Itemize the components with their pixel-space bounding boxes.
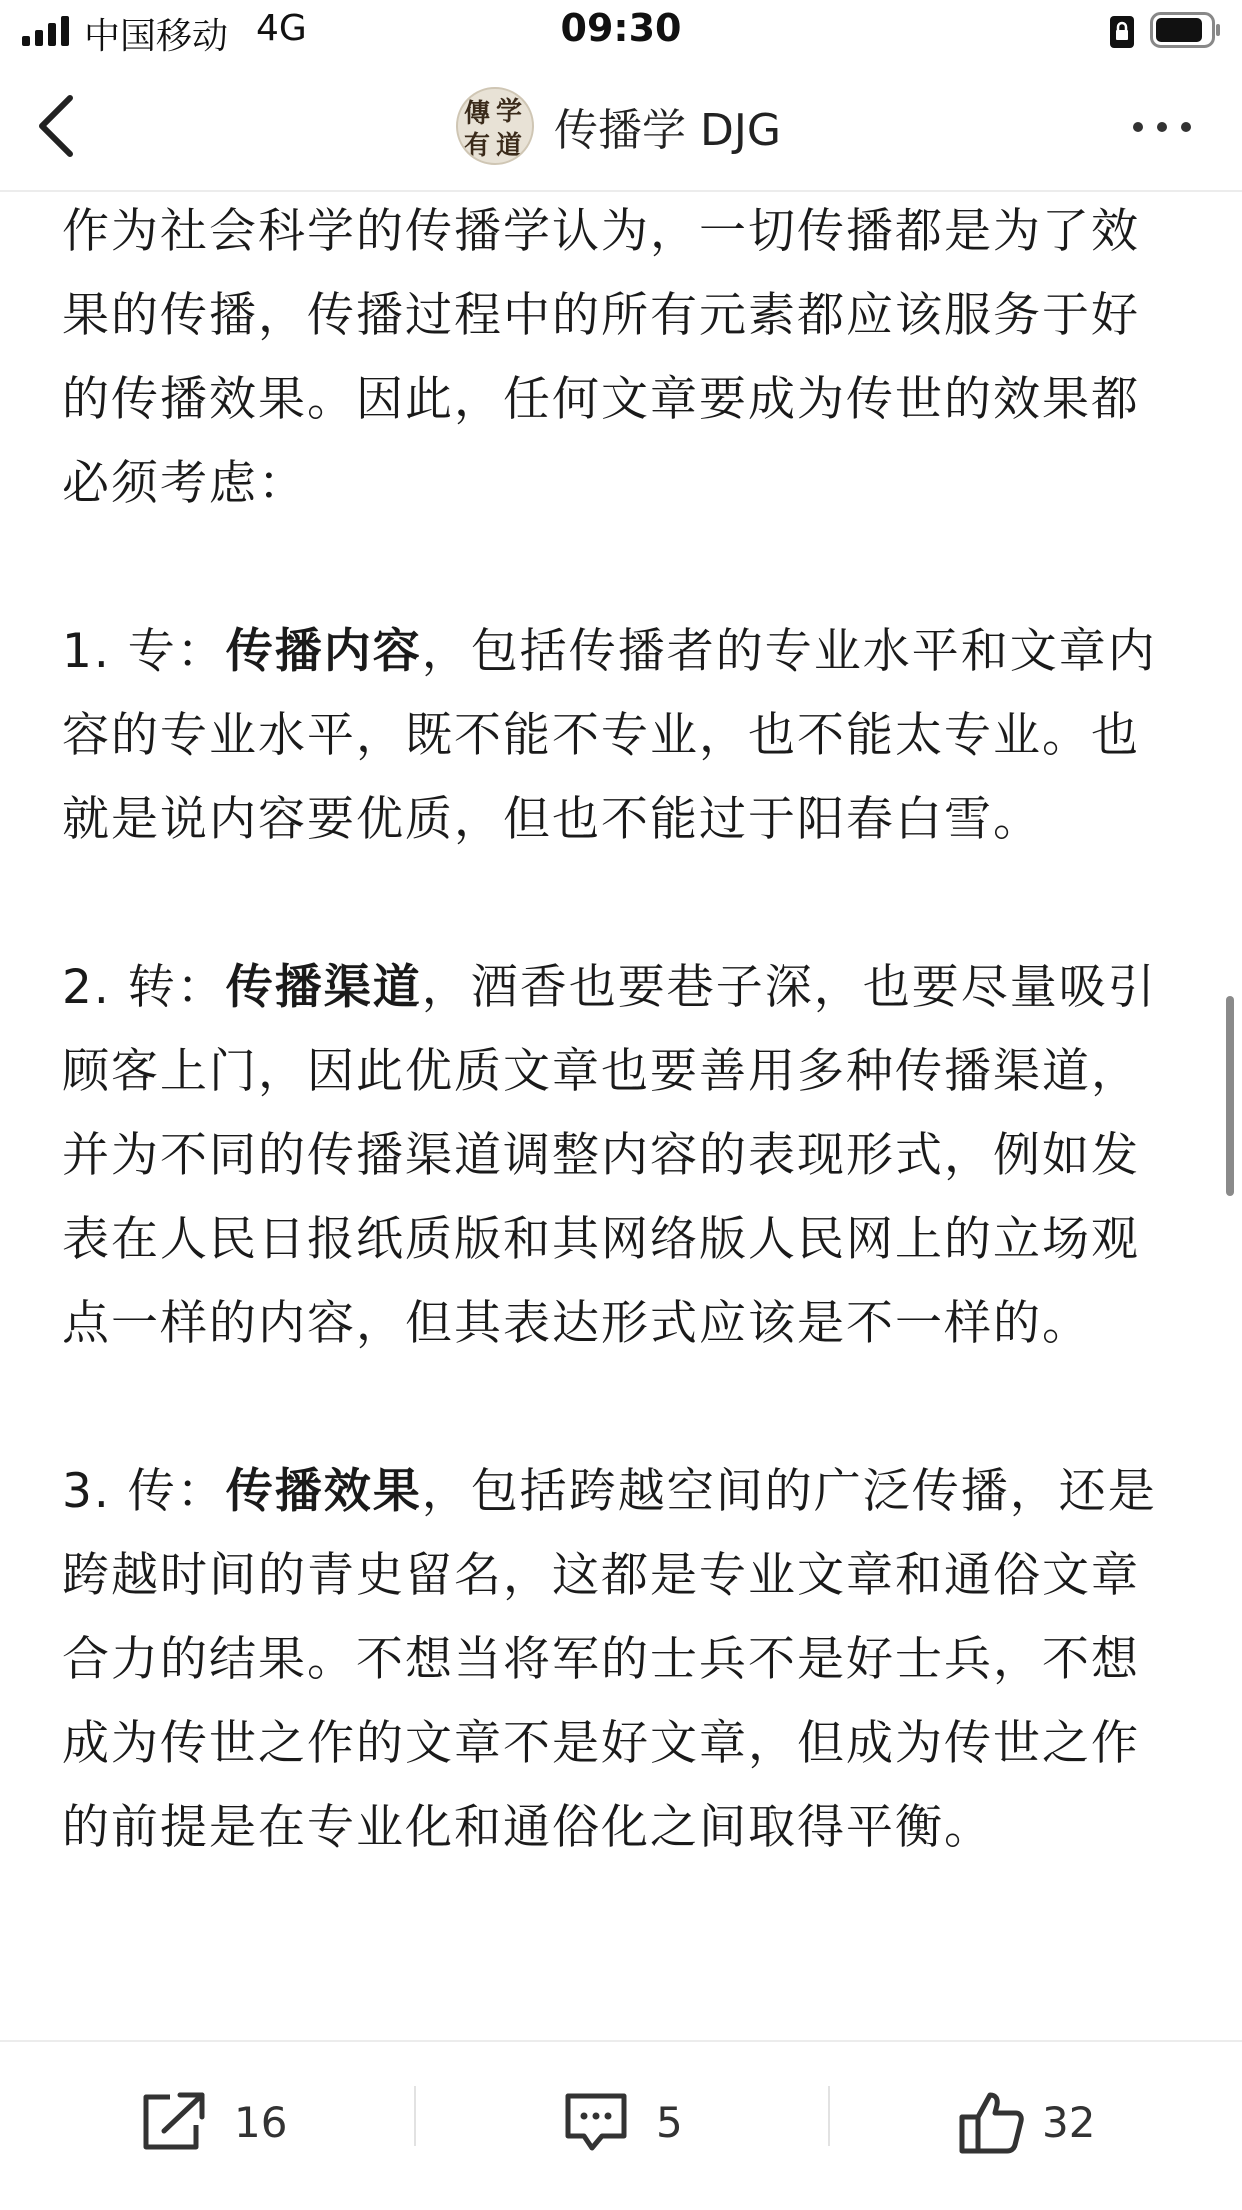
article-body: [62, 190, 1182, 2040]
comment-count: 5: [656, 2097, 683, 2147]
share-count: 16: [234, 2097, 288, 2147]
like-count: 32: [1042, 2097, 1096, 2147]
point-heading: 传播效果: [225, 1464, 422, 1519]
more-dots-icon[interactable]: [1130, 112, 1194, 142]
divider: [414, 2086, 416, 2146]
divider: [828, 2086, 830, 2146]
orientation-lock-icon: [1108, 16, 1136, 48]
bottom-action-bar: [0, 2040, 1242, 2210]
status-time: 09:30: [560, 6, 682, 50]
paragraph-gap: [62, 862, 1182, 946]
point-text: ，酒香也要巷子深，也要尽量吸引顾客上门，因此优质文章也要善用多种传播渠道，并为不同的传播渠道调整内容的表现形式，例如发表在人民日报纸质版和其网络版人民网上的立场观点一样的内容，但其表达形式应该是不一样的。: [62, 960, 1157, 1351]
point-text: ，包括传播者的专业水平和文章内容的专业水平，既不能不专业，也不能太专业。也就是说内容要优质，但也不能过于阳春白雪。: [62, 624, 1157, 847]
account-header[interactable]: [456, 88, 781, 164]
point-heading: 传播渠道: [225, 960, 422, 1015]
share-icon: [140, 2091, 208, 2153]
article-point: [62, 1450, 1182, 1870]
avatar-char: 道: [496, 131, 523, 161]
avatar[interactable]: [456, 87, 534, 165]
point-heading: 传播内容: [225, 624, 422, 679]
paragraph-gap: [62, 1366, 1182, 1450]
like-button[interactable]: [958, 2082, 1095, 2162]
thumbs-up-icon: [958, 2089, 1026, 2155]
avatar-char: 学: [496, 97, 523, 127]
carrier-name: 中国移动: [84, 16, 229, 57]
network-type: 4G: [256, 8, 307, 49]
back-chevron-icon[interactable]: [30, 94, 86, 158]
point-prefix: 1. 专：: [62, 624, 226, 679]
status-bar: [0, 0, 1242, 62]
paragraph-gap: [62, 526, 1182, 610]
point-prefix: 3. 传：: [62, 1464, 226, 1519]
article-point: [62, 946, 1182, 1366]
share-button[interactable]: [140, 2082, 287, 2162]
avatar-char: 傳: [464, 99, 491, 129]
scrollbar[interactable]: [1226, 996, 1234, 1196]
article-intro: 作为社会科学的传播学认为，一切传播都是为了效果的传播，传播过程中的所有元素都应该服务于好的传播效果。因此，任何文章要成为传世的效果都必须考虑：: [62, 204, 1140, 511]
point-prefix: 2. 转：: [62, 960, 226, 1015]
comment-button[interactable]: [562, 2082, 683, 2162]
avatar-char: 有: [464, 131, 491, 161]
nav-bar: [0, 62, 1242, 192]
article-point: [62, 610, 1182, 862]
point-text: ，包括跨越空间的广泛传播，还是跨越时间的青史留名，这都是专业文章和通俗文章合力的结果。不想当将军的士兵不是好士兵，不想成为传世之作的文章不是好文章，但成为传世之作的前提是在专业化和通俗化之间取得平衡。: [62, 1464, 1157, 1855]
battery-icon: [1150, 12, 1222, 48]
account-name[interactable]: 传播学 DJG: [554, 105, 781, 156]
comment-icon: [562, 2090, 630, 2154]
